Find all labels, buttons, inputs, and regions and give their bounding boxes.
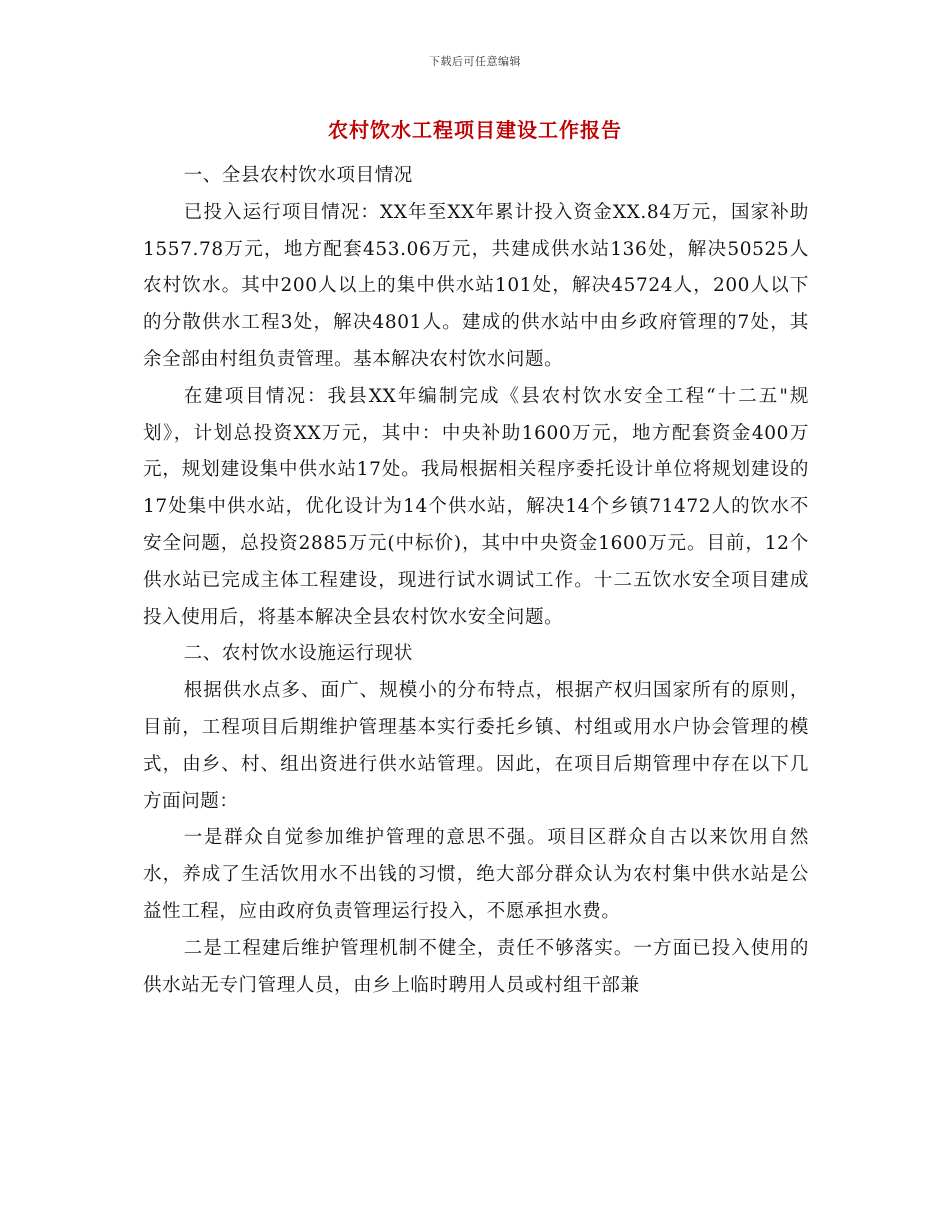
paragraph-operation-status: 根据供水点多、面广、规模小的分布特点，根据产权归国家所有的原则，目前，工程项目后期维护管理基本实行委托乡镇、村组或用水户协会管理的模式，由乡、村、组出资进行供水站管理。因此，在项目后期管理中存在以下几方面问题： [143, 680, 809, 812]
paragraph-projects-under-construction: 在建项目情况：我县XX年编制完成《县农村饮水安全工程“十二五"规划》，计划总投资XX万元，其中：中央补助1600万元，地方配套资金400万元，规划建设集中供水站17处。我局根据相关程序委托设计单位将规划建设的17处集中供水站，优化设计为14个供水站，解决14个乡镇71472人的饮水不安全问题，总投资2885万元(中标价)，其中中央资金1600万元。目前，12个供水站已完成主体工程建设，现进行试水调试工作。十二五饮水安全项目建成投入使用后，将基本解决全县农村饮水安全问题。 [143, 385, 809, 628]
document-title: 农村饮水工程项目建设工作报告 [328, 118, 622, 142]
page-header: 下载后可任意编辑 [429, 55, 521, 68]
document-body [143, 158, 809, 1004]
section-heading-1: 一、全县农村饮水项目情况 [183, 165, 413, 186]
paragraph-operating-projects: 已投入运行项目情况：XX年至XX年累计投入资金XX.84万元，国家补助1557.78万元，地方配套453.06万元，共建成供水站136处，解决50525人农村饮水。其中200人以上的集中供水站101处，解决45724人，200人以下的分散供水工程3处，解决4801人。建成的供水站中由乡政府管理的7处，其余全部由村组负责管理。基本解决农村饮水问题。 [143, 201, 809, 370]
paragraph-problem-2: 二是工程建后维护管理机制不健全，责任不够落实。一方面已投入使用的供水站无专门管理人员，由乡上临时聘用人员或村组干部兼 [143, 937, 809, 996]
section-heading-2: 二、农村饮水设施运行现状 [183, 643, 413, 665]
paragraph-problem-1: 一是群众自觉参加维护管理的意思不强。项目区群众自古以来饮用自然水，养成了生活饮用水不出钱的习惯，绝大部分群众认为农村集中供水站是公益性工程，应由政府负责管理运行投入，不愿承担水费。 [143, 827, 809, 922]
